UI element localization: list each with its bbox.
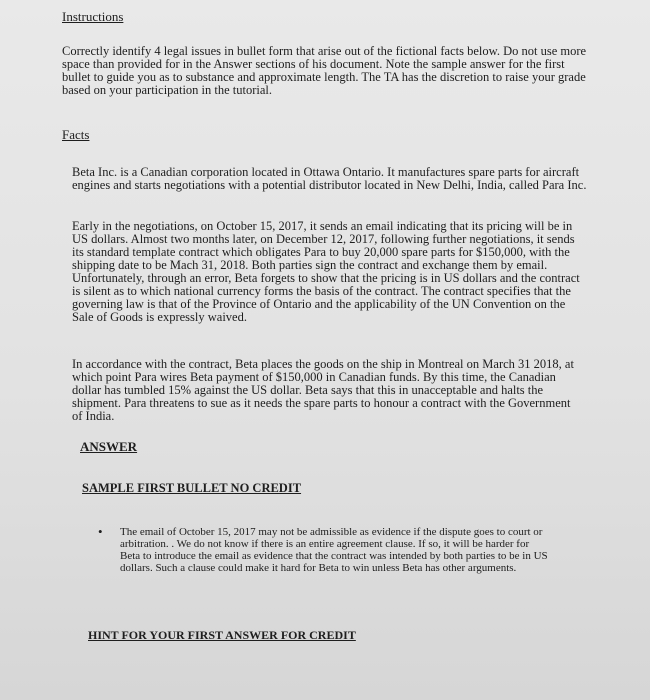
facts-heading: Facts bbox=[62, 127, 90, 142]
facts-paragraph-3: In accordance with the contract, Beta places the goods on the ship in Montreal on March 31 2018, at which point Para wires Beta payment of $150,000 in Canadian funds. By this time, the Canadian dollar has tumbled 15% against the US dollar. Beta says that this in unacceptable and halts the shipment. Para threatens to sue as it needs the spare parts to honour a contract with the Government of India. bbox=[72, 357, 574, 423]
facts-paragraph-1: Beta Inc. is a Canadian corporation located in Ottawa Ontario. It manufactures spare parts for aircraft engines and starts negotiations with a potential distributor located in New Delhi, India, called Para Inc. bbox=[72, 165, 587, 192]
answer-heading: ANSWER bbox=[80, 439, 138, 454]
facts-paragraph-2: Early in the negotiations, on October 15, 2017, it sends an email indicating that its pricing will be in US dollars. Almost two months later, on December 12, 2017, following further negotiations, it sends its standard template contract which obligates Para to buy 20,000 spare parts for $150,000, with the shipping date to be Mach 31, 2018. Both parties sign the contract and exchange them by email. Unfortunately, through an error, Beta forgets to show that the pricing is in US dollars and the contract is silent as to which national currency forms the basis of the contract. The contract specifies that the governing law is that of the Province of Ontario and the applicability of the UN Convention on the Sale of Goods is expressly waived. bbox=[72, 219, 580, 324]
bullet-marker: • bbox=[98, 524, 103, 539]
hint-heading: HINT FOR YOUR FIRST ANSWER FOR CREDIT bbox=[88, 628, 356, 642]
instructions-heading: Instructions bbox=[62, 9, 124, 24]
sample-bullet-heading: SAMPLE FIRST BULLET NO CREDIT bbox=[82, 481, 302, 495]
instructions-text: Correctly identify 4 legal issues in bullet form that arise out of the fictional facts below. Do not use more space than provided for in the Answer sections of his document. Note the sample answer for the first bullet to guide you as to substance and approximate length. The TA has the discretion to raise your grade based on your participation in the tutorial. bbox=[62, 44, 587, 97]
sample-bullet-text: The email of October 15, 2017 may not be admissible as evidence if the dispute goes to court or arbitration. . We do not know if there is an entire agreement clause. If so, it will be harder for Beta to introduce the email as evidence that the contract was intended by both parties to be in US dollars. Such a clause could make it hard for Beta to win unless Beta has other arguments. bbox=[120, 526, 548, 574]
